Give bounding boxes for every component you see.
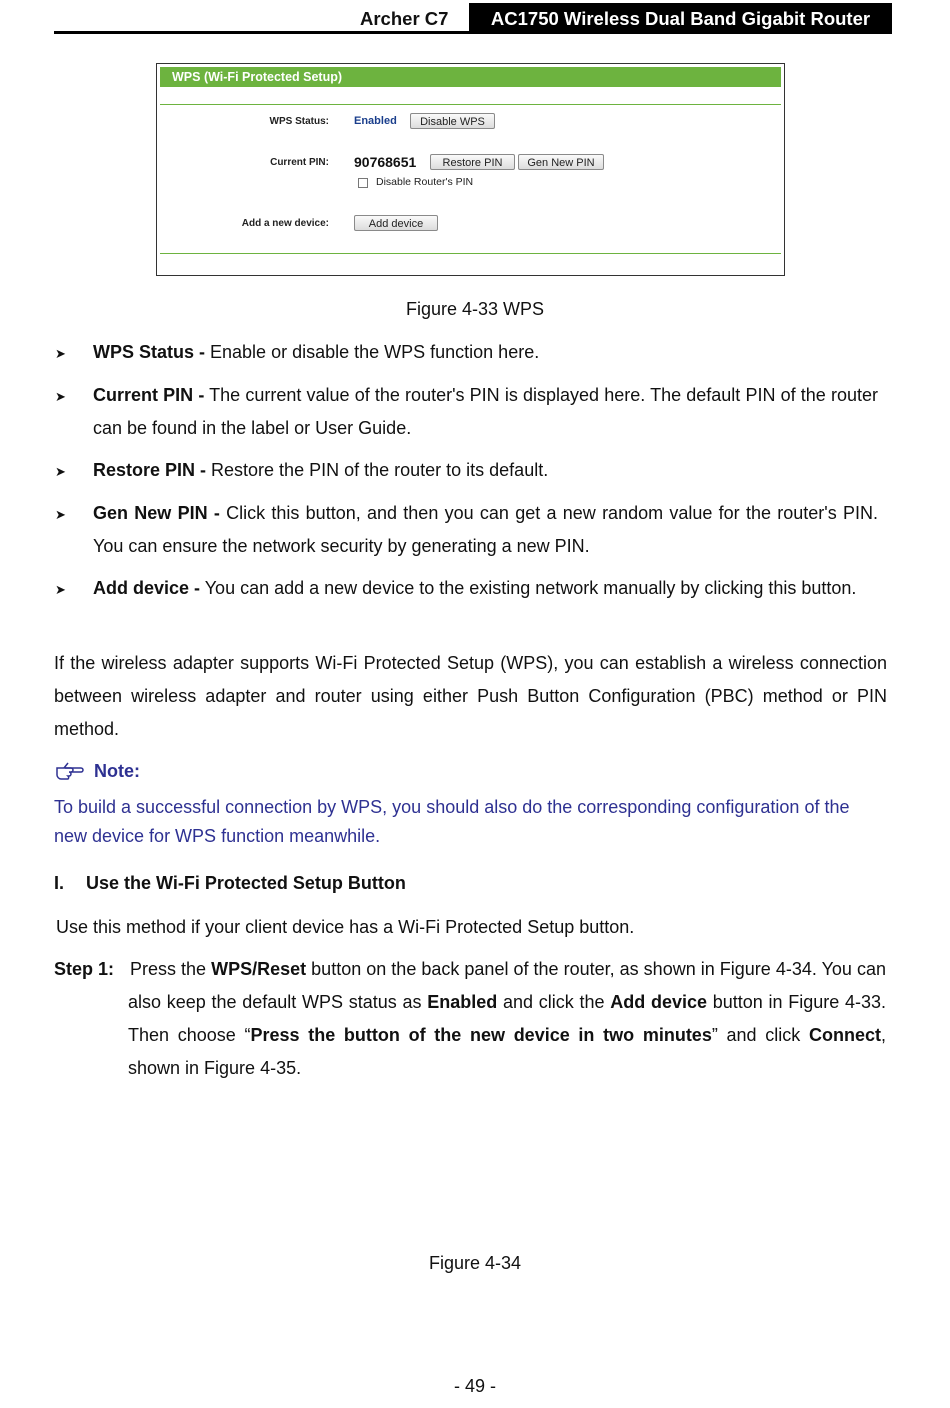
disable-pin-checkbox[interactable] <box>358 178 368 188</box>
restore-pin-button[interactable]: Restore PIN <box>430 154 515 170</box>
bullet-arrow-icon: ➤ <box>55 464 66 479</box>
wps-status-value: Enabled <box>354 115 397 127</box>
bullet-text: Click this button, and then you can get a new random value for the router's PIN. You can ensure the network security by generating a new PIN. <box>93 503 878 556</box>
bullet-arrow-icon: ➤ <box>55 346 66 361</box>
figure-caption-4-34: Figure 4-34 <box>428 1253 522 1273</box>
bullet-text: Restore the PIN of the router to its default. <box>206 460 549 480</box>
step1-label: Step 1: <box>54 959 115 979</box>
section-title: Use the Wi-Fi Protected Setup Button <box>86 873 406 893</box>
section-heading <box>54 873 406 894</box>
pointing-hand-icon <box>55 760 85 780</box>
wps-status-label: WPS Status: <box>269 116 329 127</box>
bullet-term: Add device - <box>93 578 201 598</box>
step1-text <box>128 953 886 1085</box>
bullet-gen-new-pin <box>93 497 878 563</box>
bullet-arrow-icon: ➤ <box>55 582 66 597</box>
bullet-add-device <box>93 572 878 605</box>
bullet-wps-status <box>93 336 883 369</box>
step-text: button in Figure 4-33. Then choose “ <box>128 992 887 1045</box>
add-device-label: Add a new device: <box>241 218 329 229</box>
bullet-arrow-icon: ➤ <box>55 389 66 404</box>
intro-paragraph: If the wireless adapter supports Wi-Fi Protected Setup (WPS), you can establish a wireless connection between wireless adapter and router using either Push Button Configuration (PBC) method or PIN method. <box>54 653 887 739</box>
bullet-term: Restore PIN - <box>93 460 207 480</box>
note-title: Note: <box>94 761 140 781</box>
page-number: - 49 - <box>453 1376 496 1396</box>
step-text: Press the <box>130 959 212 979</box>
gen-new-pin-button[interactable]: Gen New PIN <box>518 154 604 170</box>
step-bold: Press the button of the new device in two minutes <box>250 1025 712 1045</box>
figure-caption-4-33: Figure 4-33 WPS <box>405 299 545 319</box>
header-product: AC1750 Wireless Dual Band Gigabit Router <box>469 3 892 34</box>
current-pin-value: 90768651 <box>354 154 417 170</box>
step-bold: WPS/Reset <box>211 959 307 979</box>
step-text: , shown in Figure 4-35. <box>128 1025 886 1078</box>
bullet-text: Enable or disable the WPS function here. <box>205 342 540 362</box>
bullet-current-pin <box>93 379 878 445</box>
step-text: button on the back panel of the router, as shown in Figure 4-34. You can also keep the default WPS status as <box>128 959 886 1012</box>
section-intro: Use this method if your client device has a Wi-Fi Protected Setup button. <box>56 917 635 937</box>
section-number: I. <box>54 873 65 893</box>
bullet-restore-pin <box>93 454 883 487</box>
step-bold: Add device <box>610 992 707 1012</box>
add-device-button[interactable]: Add device <box>354 215 438 231</box>
header-rule <box>54 31 892 34</box>
bullet-term: Current PIN - <box>93 385 205 405</box>
bullet-text: The current value of the router's PIN is displayed here. The default PIN of the router can be found in the label or User Guide. <box>93 385 878 438</box>
wps-screenshot <box>156 63 785 276</box>
current-pin-label: Current PIN: <box>270 157 329 168</box>
panel-divider-top <box>160 104 781 105</box>
step-text: ” and click <box>711 1025 809 1045</box>
header-model: Archer C7 <box>360 8 449 29</box>
bullet-arrow-icon: ➤ <box>55 507 66 522</box>
panel-divider-bottom <box>160 253 781 254</box>
note-text: To build a successful connection by WPS, you should also do the corresponding configuration of the new device for WPS function meanwhile. <box>54 797 850 846</box>
step-text: and click the <box>497 992 611 1012</box>
bullet-term: Gen New PIN - <box>93 503 220 523</box>
step-bold: Connect <box>808 1025 881 1045</box>
disable-pin-label: Disable Router's PIN <box>376 176 474 188</box>
wps-panel-title: WPS (Wi-Fi Protected Setup) <box>160 67 781 87</box>
bullet-text: You can add a new device to the existing network manually by clicking this button. <box>200 578 857 598</box>
disable-wps-button[interactable]: Disable WPS <box>410 113 495 129</box>
step-bold: Enabled <box>427 992 498 1012</box>
bullet-term: WPS Status - <box>93 342 206 362</box>
